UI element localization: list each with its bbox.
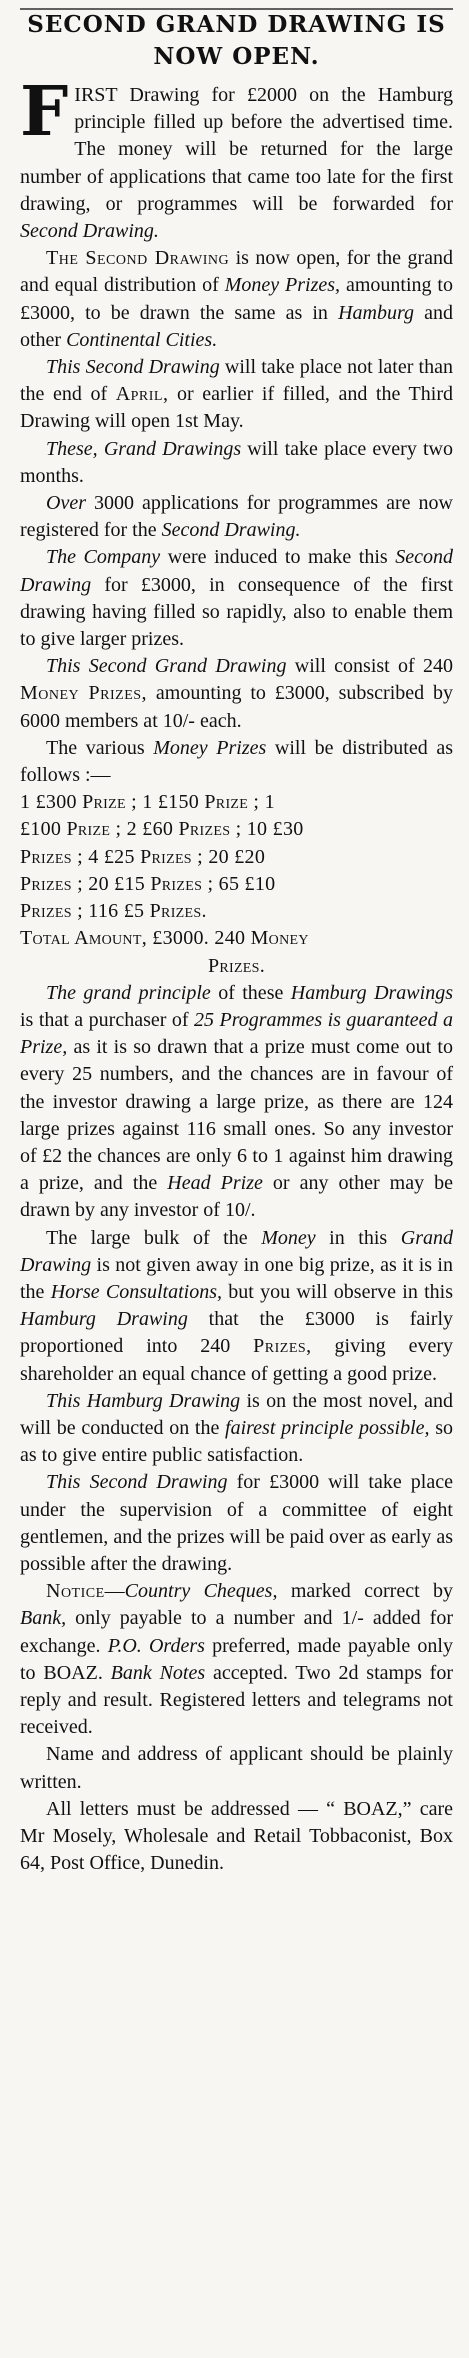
p12-text-a: for £3000 will take place under the supervision of a committee of eight gentlemen, and the prizes will be paid over as early as possible after the drawing. [20,1471,453,1575]
paragraph-name-address [20,1741,453,1795]
p9-italic-3: 25 Programmes is guaranteed a Prize, [20,1008,453,1059]
paragraph-principle [20,980,453,1225]
p8-italic: Money Prizes [153,736,267,759]
p9-text-d: or any other may be drawn by any investor of 10/. [20,1172,453,1222]
p9-italic-4: Head Prize [167,1172,263,1195]
paragraph-consist [20,653,453,735]
p7-text-a: will consist of 240 [286,655,453,678]
p8-text-b: will be distributed as follows :— [20,736,453,787]
p4-text-a: will take place every two months. [20,437,454,487]
p13-italic-3: P.O. Orders [107,1634,205,1657]
p9-italic-1: The grand principle [46,981,211,1004]
prize-line: Prizes ; 4 £25 Prizes ; 20 £20 [20,845,266,868]
p11-text-b: so as to give entire public satisfaction. [20,1416,453,1467]
p3-text-b: or earlier if filled, and the Third Drawing will open 1st May. [20,383,453,433]
p13-text-c: preferred, made payable only to BOAZ. [20,1634,453,1684]
p10-text-b: in this [315,1226,401,1249]
paragraph-distribution [20,735,453,789]
p2-text-b: amounting to £3000, to be drawn the same as in [20,274,453,324]
p6-italic: Second Drawing [20,546,453,596]
p14-text: Name and address of applicant should be plainly written. [20,1743,453,1793]
p2-lead: The Second Drawing [46,247,230,270]
p4-lead: These, Grand Drawings [46,437,242,460]
p11-lead: This Hamburg Drawing [46,1389,241,1412]
p10-smallcaps: Prizes, [253,1335,312,1358]
p6-text-a: were induced to make this [160,546,396,569]
p15-text: All letters must be addressed — “ BOAZ,” care Mr Mosely, Wholesale and Retail Tobbaconist, Box 64, Post Office, Dunedin. [20,1797,453,1875]
p9-italic-2: Hamburg Drawings [290,981,453,1004]
p3-april: April, [115,383,169,406]
paragraph-applications [20,490,453,544]
p2-money: Money Prizes, [224,274,341,297]
p5-italic: Second Drawing. [161,519,301,542]
p12-lead: This Second Drawing [46,1471,228,1494]
p10-italic-4: Hamburg Drawing [20,1308,188,1331]
p5-text-a: 3000 applications for programmes are now registered for the [20,492,453,542]
p13-dash: — [104,1580,125,1603]
prize-line: 1 £300 Prize ; 1 £150 Prize ; 1 [20,791,275,814]
p11-text-a: is on the most novel, and will be conducted on the [20,1389,453,1439]
p13-lead: Notice [46,1580,105,1603]
prize-line: Prizes ; 20 £15 Prizes ; 65 £10 [20,872,276,895]
total-amount: Total Amount, £3000. 240 Money [20,927,309,950]
p10-italic-2: Grand Drawing [20,1226,453,1276]
p10-italic-3: Horse Consultations, [50,1280,223,1303]
p3-text-a: will take place not later than the end of [20,356,453,406]
p13-italic-2: Bank, [20,1607,67,1630]
paragraph-second-drawing-open [20,245,453,354]
p10-text-c: is not given away in one big prize, as it is in the [20,1253,453,1303]
paragraph-committee [20,1469,453,1578]
p2-hamburg: Hamburg [338,301,414,324]
headline-line-1: SECOND GRAND DRAWING IS [27,11,446,38]
p8-text-a: The various [46,736,154,759]
p9-text-b: is that a purchaser of [20,1008,195,1031]
p9-text-c: as it is so drawn that a prize must come out to every 25 numbers, and the chances are in favour of the investor drawing a large prize, as there are 124 large prizes against 116 small ones. So any investor of £2 the chances are only 6 to 1 against him drawing a prize, and the [20,1036,453,1195]
p11-italic: fairest principle possible, [225,1416,430,1439]
p2-cities: Continental Cities. [66,328,218,351]
p2-text-c: and other [20,301,453,351]
intro-italic: Second Drawing. [20,220,159,243]
p3-lead: This Second Drawing [46,356,220,379]
advertisement-body [20,72,454,1877]
paragraph-company [20,544,453,653]
prize-line: Prizes ; 116 £5 Prizes. [20,900,207,923]
prize-list [20,789,453,925]
paragraph-novel [20,1388,453,1470]
p13-italic-1: Country Cheques, [124,1580,278,1603]
p7-lead: This Second Grand Drawing [46,655,287,678]
paragraph-frequency [20,436,453,490]
p5-lead: Over [46,492,86,515]
p2-text-a: is now open, for the grand and equal distribution of [20,247,453,297]
paragraph-notice [20,1578,453,1741]
paragraph-bulk [20,1225,453,1388]
intro-text: IRST Drawing for £2000 on the Hamburg principle filled up before the advertised time. The money will be returned for the large number of applications that came too late for the first drawing, or programmes will be forwarded for [20,84,453,215]
p7-text-b: amounting to £3000, subscribed by 6000 members at 10/- each. [20,682,453,732]
paragraph-date [20,354,453,436]
p7-smallcaps: Money Prizes, [20,682,148,705]
intro-paragraph [20,72,453,245]
p6-text-b: for £3000, in consequence of the first drawing having filled so rapidly, also to enable them to give larger prizes. [20,573,453,651]
p10-italic-1: Money [261,1226,316,1249]
p9-text-a: of these [210,981,291,1004]
p13-text-d: accepted. Two 2d stamps for reply and result. Registered letters and telegrams not received. [20,1661,453,1739]
p10-text-f: giving every shareholder an equal chance of getting a good prize. [20,1335,453,1385]
prize-line: £100 Prize ; 2 £60 Prizes ; 10 £30 [20,818,304,841]
paragraph-letters [20,1796,453,1878]
total-amount-prizes: Prizes. [207,954,266,977]
p10-text-a: The large bulk of the [46,1226,262,1249]
drop-cap: F [20,72,69,152]
headline-line-2: NOW OPEN. [153,43,320,70]
p13-text-a: marked correct by [277,1580,454,1603]
p10-text-d: but you will observe in this [222,1280,453,1303]
p10-text-e: that the £3000 is fairly proportioned into 240 [20,1308,453,1358]
p6-lead: The Company [46,546,161,569]
p13-text-b: only payable to a number and 1/- added for exchange. [20,1607,453,1657]
p13-italic-4: Bank Notes [110,1661,206,1684]
